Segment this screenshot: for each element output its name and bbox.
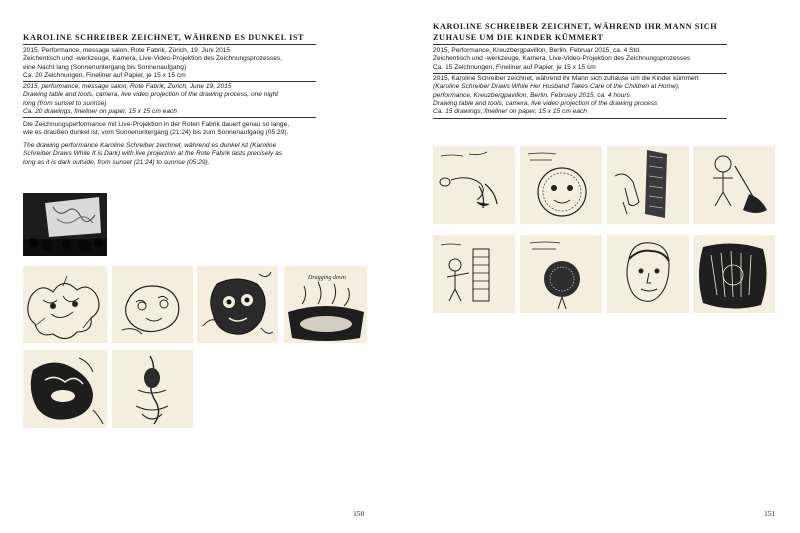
right-info-rule: [433, 73, 727, 74]
info-line: 2015, performance, message salon, Rote Fabrik, Zurich, June 19, 2015: [23, 83, 232, 90]
left-info-rule: [23, 81, 316, 82]
desc-line: wie es draußen dunkel ist, vom Sonnenuntergang (21:24) bis zum Sonnenaufgang (05:29).: [23, 129, 289, 137]
info-line: performance, Kreuzbergpavillon, Berlin, February 2015, ca. 4 hours: [433, 91, 630, 99]
info-line: Zeichentisch und -werkzeuge, Kamera, Live-Video-Projektion des Zeichnungsprozesses: [433, 55, 691, 63]
right-info-de: [433, 47, 743, 72]
desc-line: Die Zeichnungsperformance mit Live-Projektion in der Roten Fabrik dauert genau so lange,: [23, 121, 290, 128]
left-desc-de: [23, 121, 323, 138]
right-title-line: ZUHAUSE UM DIE KINDER KÜMMERT: [433, 33, 604, 42]
drawing-thumbnail: [433, 235, 515, 313]
desc-line: long as it is dark outside, from sunset (21:24) to sunrise (05:29).: [23, 158, 210, 166]
desc-line: Schreiber Draws While It is Dark) with live projection at the Rote Fabrik lasts precisely as: [23, 150, 283, 158]
drawing-thumbnail: [607, 235, 689, 313]
info-line: 2015, Performance, Kreuzbergpavillon, Berlin, Februar 2015, ca. 4 Std.: [433, 47, 641, 54]
left-title: KAROLINE SCHREIBER ZEICHNET, WÄHREND ES DUNKEL IST: [23, 33, 305, 42]
info-line: Ca. 15 drawings, fineliner on paper, 15 x 15 cm each: [433, 108, 587, 116]
drawing-thumbnail: [520, 146, 602, 224]
left-title-rule: [23, 44, 316, 45]
info-line: Ca. 20 drawings, fineliner on paper, 15 x 15 cm each: [23, 107, 177, 115]
drawing-thumbnail: [112, 350, 193, 428]
left-desc-rule: [23, 117, 316, 118]
right-title-line: KAROLINE SCHREIBER ZEICHNET, WÄHREND IHR MANN SICH: [433, 22, 718, 31]
info-line: 2015, Karoline Schreiber zeichnet, während ihr Mann sich zuhause um die Kinder kümmert: [433, 75, 699, 82]
drawing-thumbnail: [520, 235, 602, 313]
info-line: Drawing table and tools, camera, live video projection of the drawing process, one night: [23, 91, 279, 99]
info-line: Ca. 15 Zeichnungen, Fineliner auf Papier, je 15 x 15 cm: [433, 63, 596, 71]
drawing-thumbnail: [23, 266, 107, 343]
drawing-thumbnail: [197, 266, 278, 343]
right-info-mixed: [433, 75, 753, 116]
right-title-rule: [433, 44, 727, 45]
page-number: 151: [764, 509, 776, 518]
left-info-de: [23, 47, 323, 80]
right-page: [400, 0, 800, 533]
info-line: Ca. 20 Zeichnungen, Fineliner auf Papier, je 15 x 15 cm: [23, 71, 186, 79]
thumb-caption: Dragging down: [308, 275, 346, 281]
drawing-thumbnail: [112, 266, 193, 343]
right-info-end-rule: [433, 118, 727, 119]
drawing-thumbnail: [693, 146, 775, 224]
drawing-thumbnail: [607, 146, 689, 224]
info-line: 2015, Performance, message salon, Rote Fabrik, Zürich, 19. Juni 2015: [23, 47, 231, 54]
info-line: Zeichentisch und -werkzeuge, Kamera, Live-Video-Projektion des Zeichnungsprozesses,: [23, 55, 283, 63]
info-line: Drawing table and tools, camera, live video projection of the drawing process: [433, 99, 658, 107]
desc-line: The drawing performance Karoline Schreiber zeichnet, während es dunkel ist (Karoline: [23, 142, 277, 149]
page-number: 150: [353, 509, 365, 518]
drawing-thumbnail: [693, 235, 775, 313]
drawing-thumbnail: [284, 266, 367, 343]
info-line: eine Nacht lang (Sonnenuntergang bis Sonnenaufgang): [23, 63, 187, 71]
drawing-thumbnail: [23, 350, 107, 428]
performance-photo: [23, 193, 107, 256]
info-line: long (from sunset to sunrise): [23, 99, 107, 107]
info-line: (Karoline Schreiber Draws While Her Husband Takes Care of the Children at Home),: [433, 83, 680, 91]
left-info-en: [23, 83, 323, 116]
drawing-thumbnail: [433, 146, 515, 224]
left-desc-en: [23, 142, 323, 167]
right-title: [433, 21, 717, 43]
